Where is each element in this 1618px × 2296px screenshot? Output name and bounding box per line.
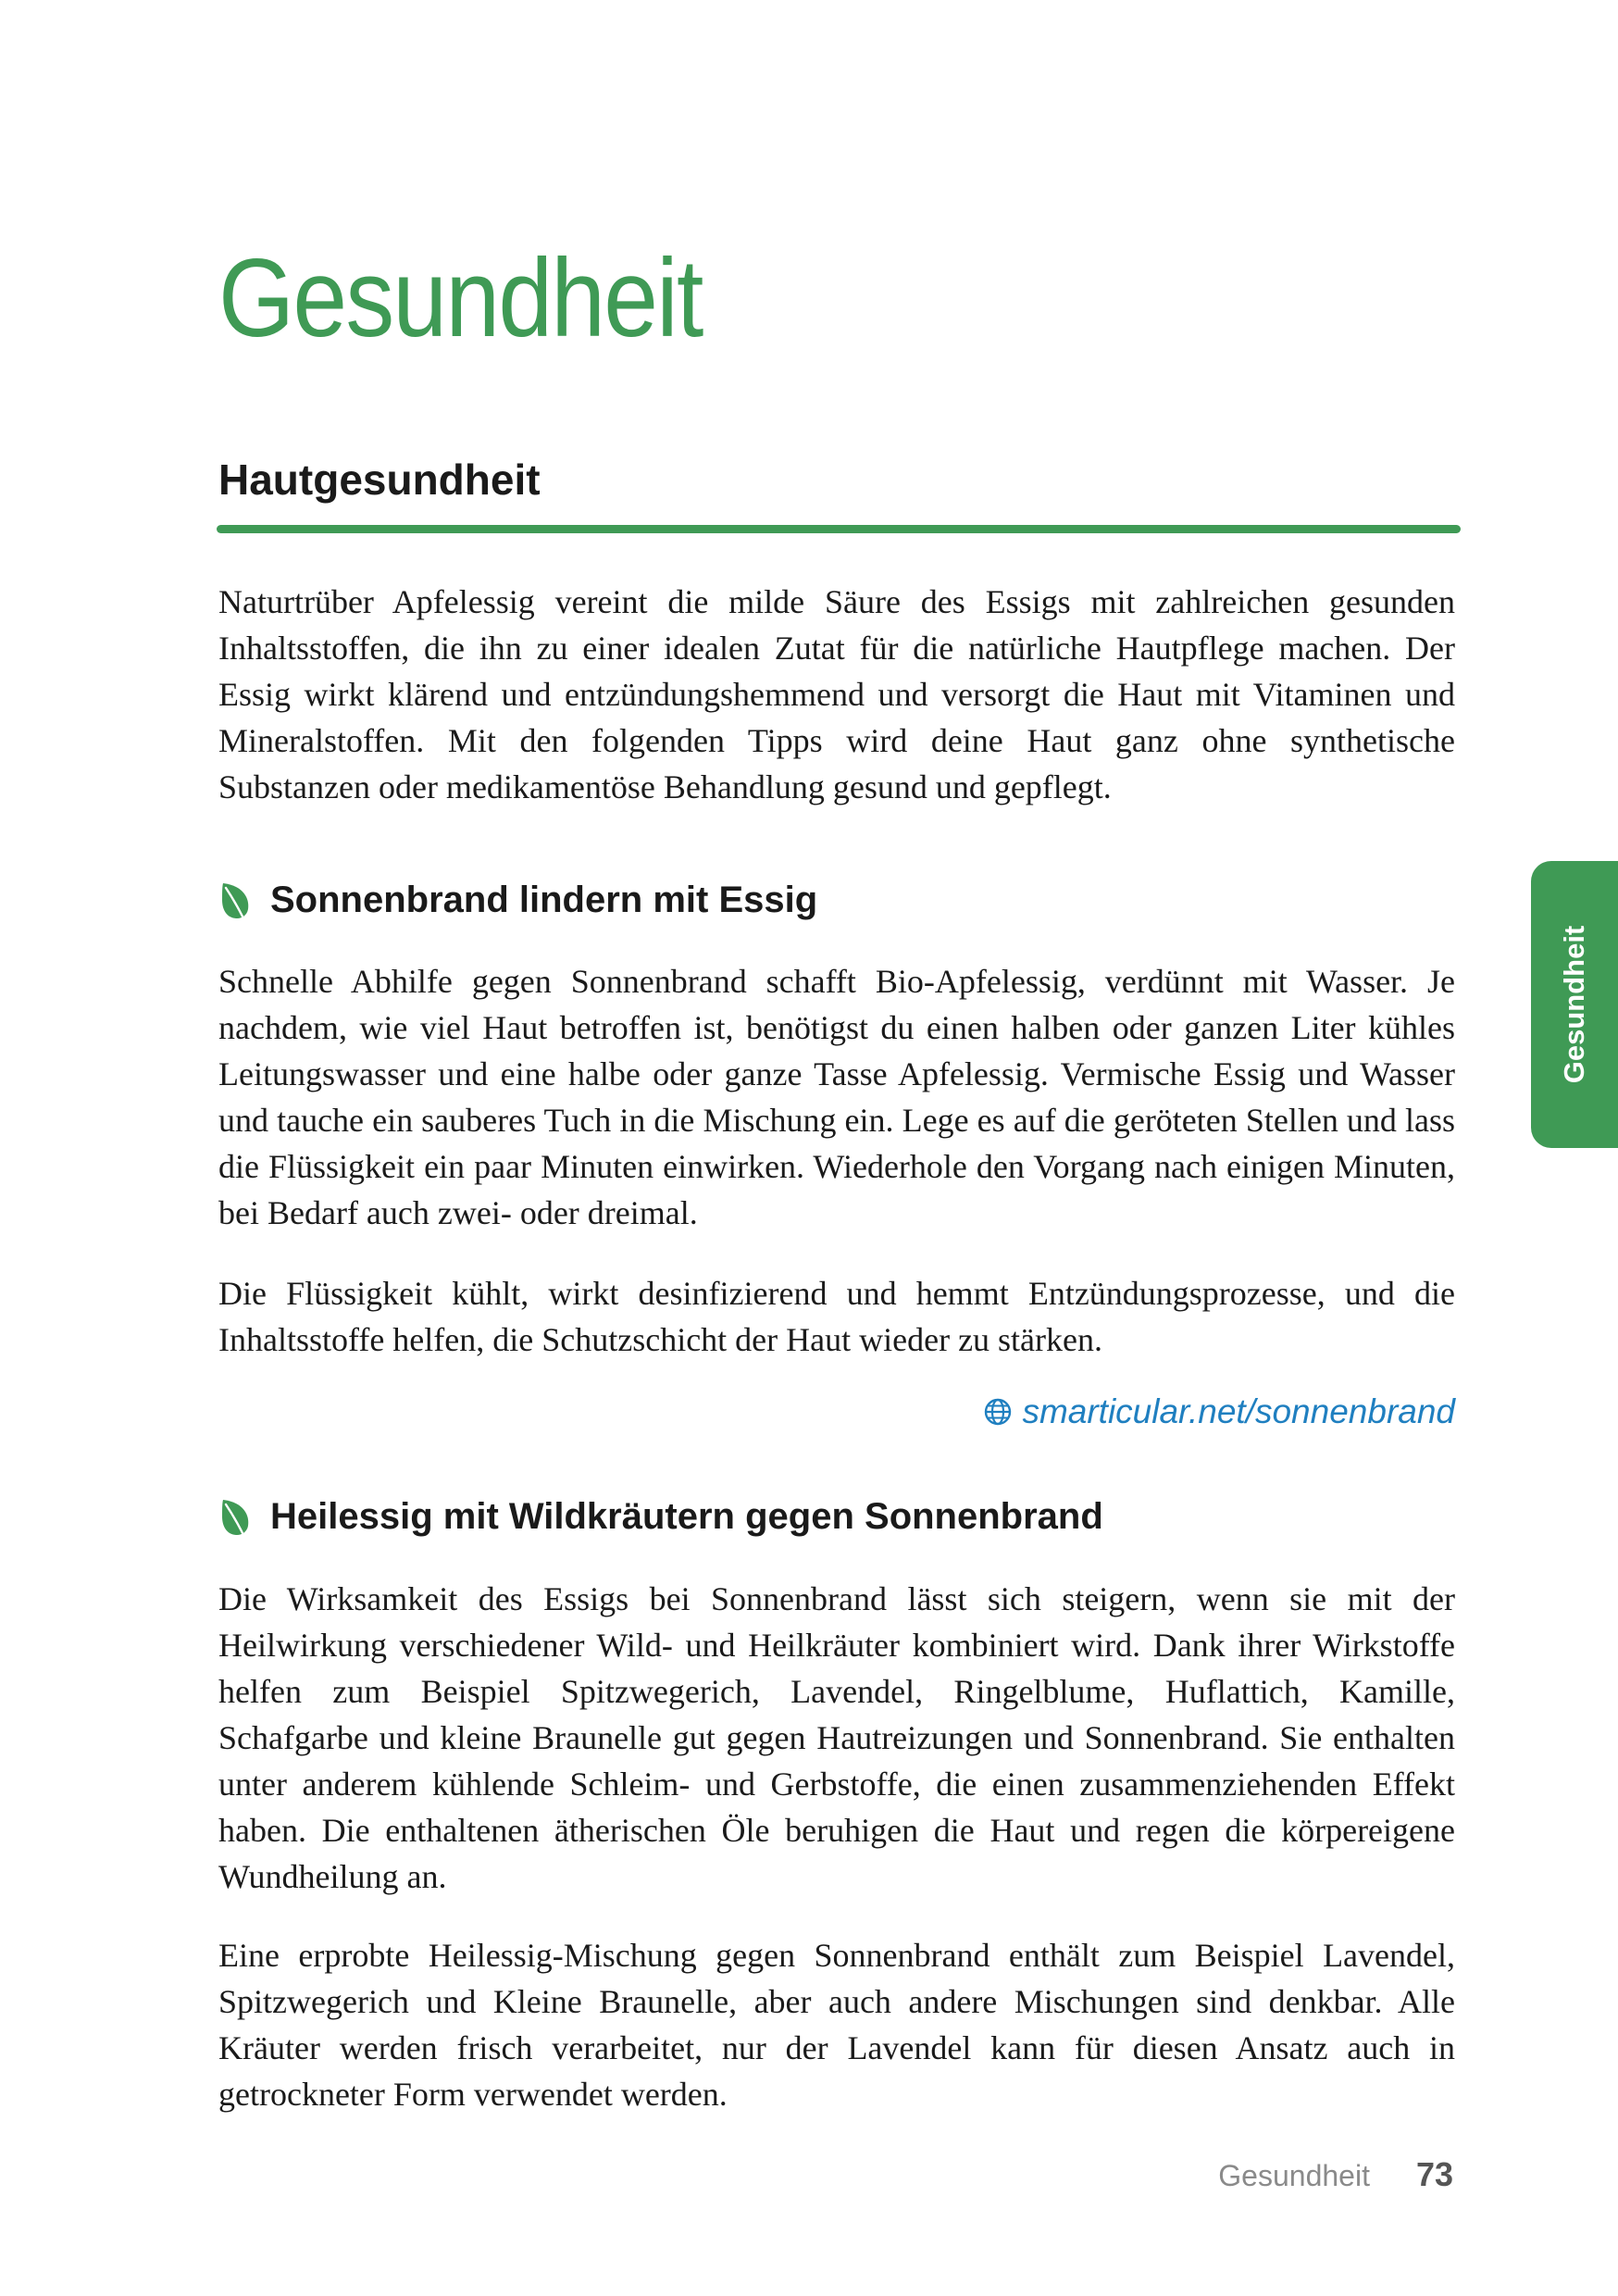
- weblink-text: smarticular.net/sonnenbrand: [1022, 1392, 1455, 1430]
- weblink-sonnenbrand[interactable]: [983, 1389, 1455, 1435]
- page-footer: [1218, 2155, 1453, 2194]
- globe-icon: [983, 1397, 1013, 1427]
- leaf-icon: [218, 880, 252, 920]
- page-title: Gesundheit: [218, 236, 703, 360]
- section-divider: [217, 525, 1461, 533]
- tip-paragraph: Schnelle Abhilfe gegen Sonnenbrand schafft Bio-Apfelessig, verdünnt mit Wasser. Je nachdem, wie viel Haut betroffen ist, benötigst du einen halben oder ganzen Liter kühles Leitungswasser und eine halbe oder ganze Tasse Apfelessig. Vermische Essig und Wasser und tauche ein sauberes Tuch in die Mischung ein. Lege es auf die geröteten Stellen und lass die Flüssigkeit ein paar Minuten einwirken. Wiederhole den Vorgang nach einigen Minuten, bei Bedarf auch zwei- oder dreimal.: [218, 963, 1455, 1231]
- side-tab-label: Gesundheit: [1558, 925, 1590, 1084]
- chapter-side-tab: [1531, 861, 1618, 1148]
- tip-paragraph: Die Wirksamkeit des Essigs bei Sonnenbrand lässt sich steigern, wenn sie mit der Heilwirkung verschiedener Wild- und Heilkräuter kombiniert wird. Dank ihrer Wirkstoffe helfen zum Beispiel Spitzwegerich, Lavendel, Ringelblume, Huflattich, Kamille, Schafgarbe und kleine Braunelle gut gegen Hautreizungen und Sonnenbrand. Sie enthalten unter anderem kühlende Schleim- und Gerbstoffe, die einen zusammenziehenden Effekt haben. Die enthaltenen ätherischen Öle beruhigen die Haut und regen die körpereigene Wundheilung an.: [218, 1580, 1455, 1895]
- tip-paragraph: Die Flüssigkeit kühlt, wirkt desinfizierend und hemmt Entzündungsprozesse, und die Inhaltsstoffe helfen, die Schutzschicht der Haut wieder zu stärken.: [218, 1275, 1455, 1358]
- tip-title: Sonnenbrand lindern mit Essig: [270, 880, 818, 920]
- tip-heading-herbal-vinegar: [218, 1493, 1103, 1540]
- tip-paragraph: Eine erprobte Heilessig-Mischung gegen Sonnenbrand enthält zum Beispiel Lavendel, Spitzwegerich und Kleine Braunelle, aber auch andere Mischungen sind denkbar. Alle Kräuter werden frisch verarbeitet, nur der Lavendel kann für diesen Ansatz auch in getrockneter Form verwendet werden.: [218, 1937, 1455, 2113]
- leaf-icon: [218, 1496, 252, 1537]
- section-title: Hautgesundheit: [218, 455, 541, 504]
- page-number: 73: [1415, 2155, 1453, 2193]
- tip-title: Heilessig mit Wildkräutern gegen Sonnenbrand: [270, 1496, 1103, 1537]
- tip-heading-sunburn-vinegar: [218, 877, 817, 923]
- footer-section-name: Gesundheit: [1218, 2159, 1370, 2192]
- intro-paragraph: Naturtrüber Apfelessig vereint die milde Säure des Essigs mit zahlreichen gesunden Inhaltsstoffen, die ihn zu einer idealen Zutat für die natürliche Hautpflege machen. Der Essig wirkt klärend und entzündungshemmend und versorgt die Haut mit Vitaminen und Mineralstoffen. Mit den folgenden Tipps wird deine Haut ganz ohne synthetische Substanzen oder medikamentöse Behandlung gesund und gepflegt.: [218, 583, 1455, 805]
